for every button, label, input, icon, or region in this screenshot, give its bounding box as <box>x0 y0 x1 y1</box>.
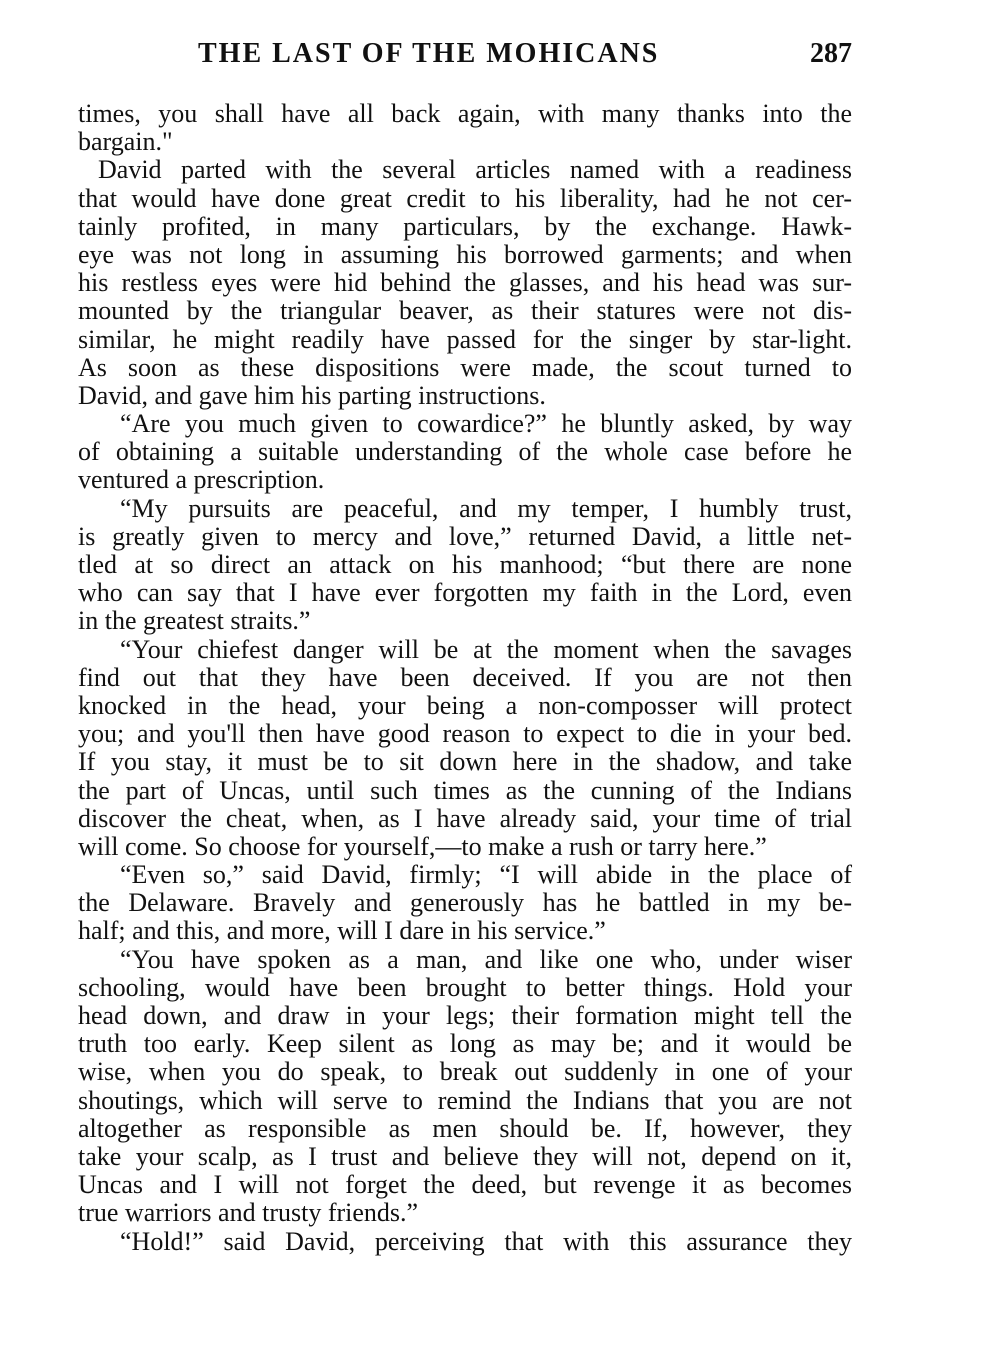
text-line: truth too early. Keep silent as long as may be; and it would be <box>78 1029 852 1059</box>
page-number: 287 <box>810 38 852 69</box>
text-line: similar, he might readily have passed for the singer by star-light. <box>78 324 852 354</box>
text-line: discover the cheat, when, as I have already said, your time of trial <box>78 803 852 833</box>
text-line: As soon as these dispositions were made, the scout turned to <box>78 352 852 382</box>
text-line: take your scalp, as I trust and believe they will not, depend on it, <box>78 1141 852 1171</box>
text-line: tainly profited, in many particulars, by the exchange. Hawk- <box>78 211 852 241</box>
text-line: eye was not long in assuming his borrowed garments; and when <box>78 239 852 269</box>
running-head <box>78 38 852 78</box>
text-line: knocked in the head, your being a non-composser will protect <box>78 690 852 720</box>
text-line: true warriors and trusty friends.” <box>78 1198 419 1228</box>
body-text <box>78 100 852 1256</box>
text-line: you; and you'll then have good reason to expect to die in your bed. <box>78 719 852 749</box>
text-line: the part of Uncas, until such times as the cunning of the Indians <box>78 775 852 805</box>
text-line: find out that they have been deceived. If you are not then <box>78 662 852 692</box>
text-line: his restless eyes were hid behind the glasses, and his head was sur- <box>78 268 852 298</box>
text-line: “Are you much given to cowardice?” he bluntly asked, by way <box>120 409 852 439</box>
text-line: “Hold!” said David, perceiving that with this assurance they <box>120 1226 852 1256</box>
text-line: tled at so direct an attack on his manhood; “but there are none <box>78 550 852 579</box>
text-line: ventured a prescription. <box>78 465 325 495</box>
text-line: bargain." <box>78 127 173 157</box>
text-line: David parted with the several articles named with a readiness <box>98 155 852 185</box>
text-line: David, and gave him his parting instructions. <box>78 380 546 410</box>
text-line: will come. So choose for yourself,—to make a rush or tarry here.” <box>78 831 767 861</box>
text-line: If you stay, it must be to sit down here in the shadow, and take <box>78 747 852 777</box>
text-line: who can say that I have ever forgotten my faith in the Lord, even <box>78 578 852 608</box>
text-line: schooling, would have been brought to better things. Hold your <box>78 972 852 1002</box>
text-line: times, you shall have all back again, with many thanks into the <box>78 99 852 128</box>
text-line: in the greatest straits.” <box>78 606 311 636</box>
text-line: of obtaining a suitable understanding of the whole case before he <box>78 437 852 467</box>
text-line: that would have done great credit to his liberality, had he not cer- <box>78 183 852 213</box>
text-line: “Your chiefest danger will be at the moment when the savages <box>120 634 852 664</box>
text-line: shoutings, which will serve to remind the Indians that you are not <box>78 1085 852 1115</box>
text-line: half; and this, and more, will I dare in his service.” <box>78 916 606 946</box>
text-line: wise, when you do speak, to break out suddenly in one of your <box>78 1057 852 1087</box>
text-line: Uncas and I will not forget the deed, but revenge it as becomes <box>78 1170 852 1200</box>
text-line: mounted by the triangular beaver, as their statures were not dis- <box>78 296 852 326</box>
text-line: the Delaware. Bravely and generously has he battled in my be- <box>78 888 852 918</box>
text-line: “My pursuits are peaceful, and my temper, I humbly trust, <box>120 493 852 523</box>
running-title: THE LAST OF THE MOHICANS <box>198 38 660 69</box>
text-line: head down, and draw in your legs; their formation might tell the <box>78 1001 852 1030</box>
text-line: altogether as responsible as men should be. If, however, they <box>78 1113 852 1143</box>
text-line: is greatly given to mercy and love,” returned David, a little net- <box>78 521 852 551</box>
text-line: “You have spoken as a man, and like one who, under wiser <box>120 944 852 974</box>
text-line: “Even so,” said David, firmly; “I will abide in the place of <box>120 860 852 890</box>
